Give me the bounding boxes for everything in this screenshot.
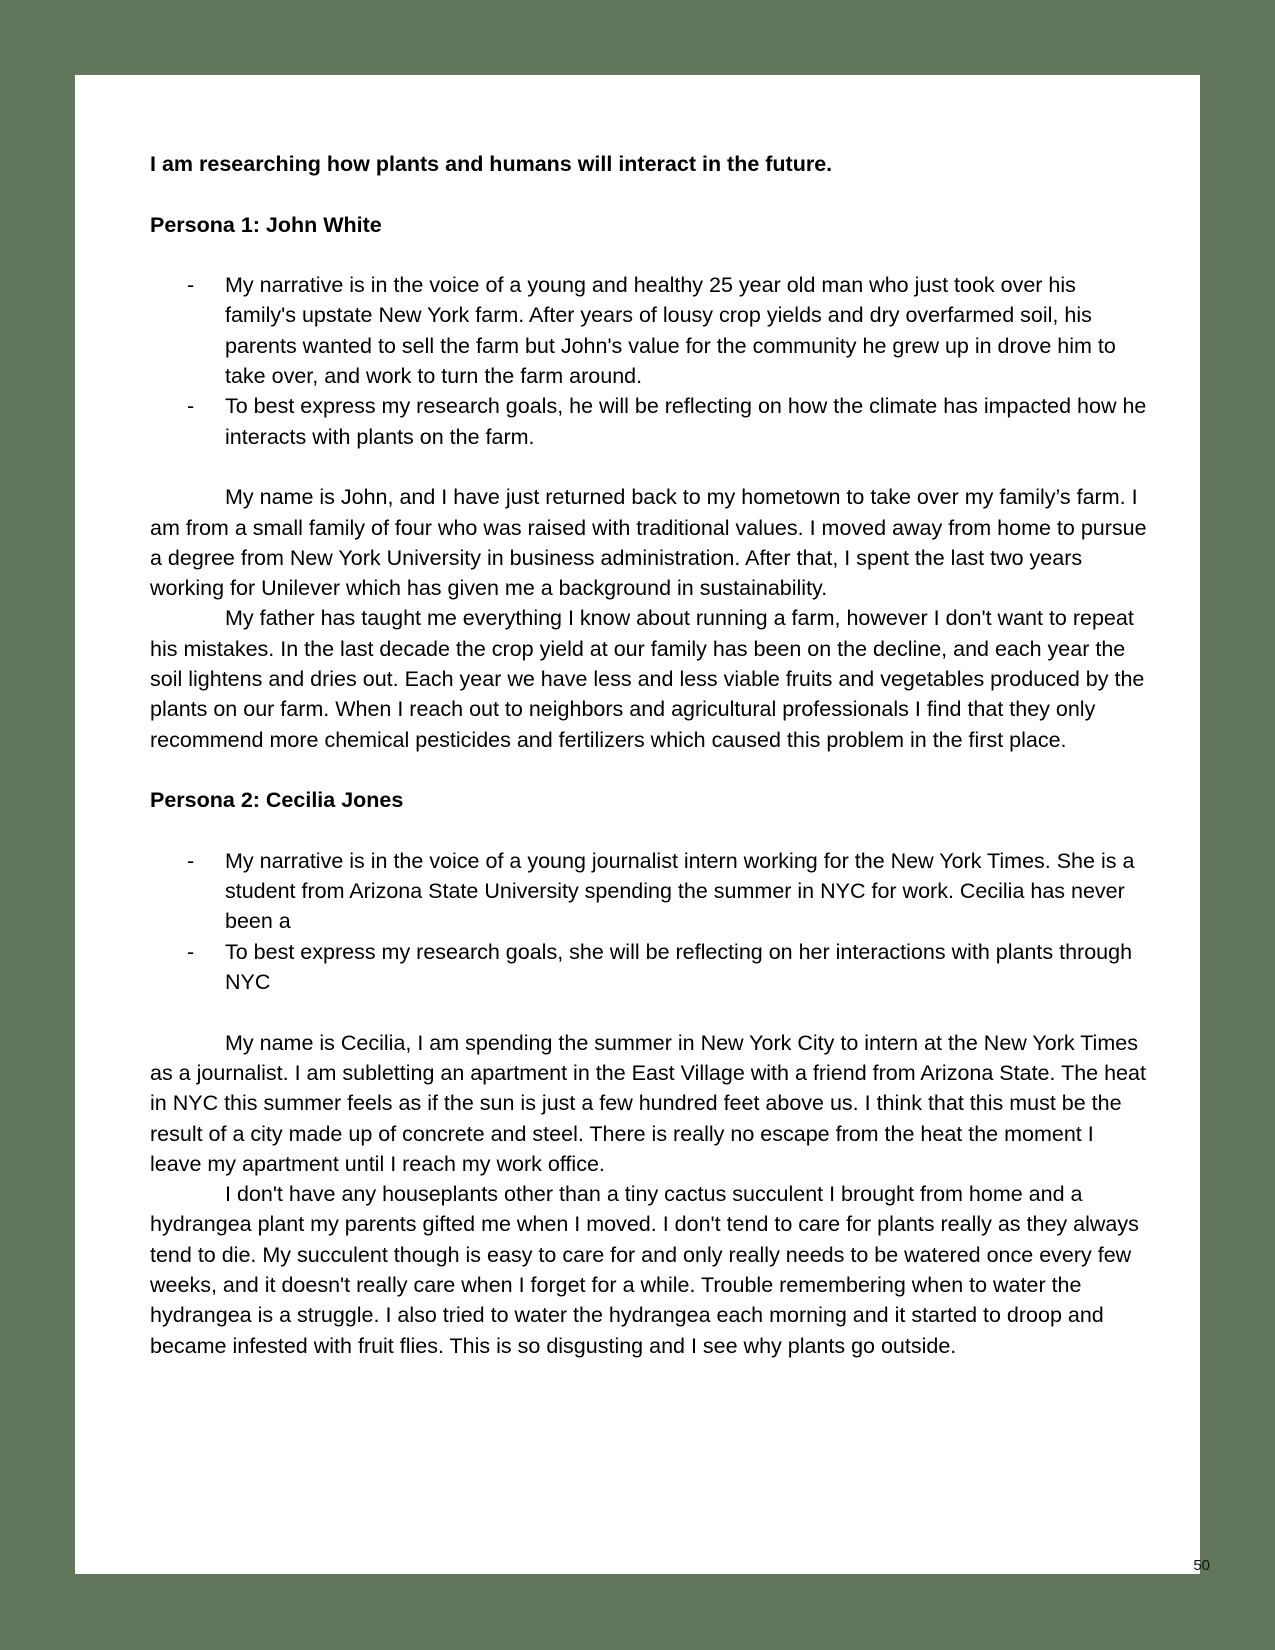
spacer xyxy=(150,240,1150,270)
bullet-text: My narrative is in the voice of a young and healthy 25 year old man who just took over his family's upstate New York farm. After years of lousy crop yields and dry overfarmed soil, his parents wanted to sell the farm but John's value for the community he grew up in drove him to take over, and work to turn the farm around. xyxy=(225,273,1116,389)
research-heading: I am researching how plants and humans will interact in the future. xyxy=(150,152,833,176)
bullet-text: My narrative is in the voice of a young journalist intern working for the New York Times. She is a student from Arizona State University spending the summer in NYC for work. Cecilia has never been a xyxy=(225,848,1135,934)
bullet-item xyxy=(150,937,1150,998)
persona-1-bullets xyxy=(150,270,1150,452)
spacer xyxy=(150,179,1150,209)
bullet-item xyxy=(150,846,1150,937)
persona-2-bullets xyxy=(150,846,1150,997)
spacer xyxy=(150,997,1150,1027)
persona-1-title: Persona 1: John White xyxy=(150,212,382,237)
persona-2-paragraph: My name is Cecilia, I am spending the summer in New York City to intern at the New York Times as a journalist. I am subletting an apartment in the East Village with a friend from Arizona State. The heat in NYC this summer feels as if the sun is just a few hundred feet above us. I think that this must be the result of a city made up of concrete and steel. There is really no escape from the heat the moment I leave my apartment until I reach my work office. xyxy=(150,1030,1146,1176)
persona-1-paragraph: My name is John, and I have just returned back to my hometown to take over my family’s farm. I am from a small family of four who was raised with traditional values. I moved away from home to pursue a degree from New York University in business administration. After that, I spent the last two years working for Unilever which has given me a background in sustainability. xyxy=(150,485,1147,601)
page-content xyxy=(150,149,1150,1361)
persona-2-title: Persona 2: Cecilia Jones xyxy=(150,788,404,813)
document-page xyxy=(75,75,1200,1574)
spacer xyxy=(150,755,1150,785)
spacer xyxy=(150,816,1150,846)
persona-2-paragraph: I don't have any houseplants other than a tiny cactus succulent I brought from home and a hydrangea plant my parents gifted me when I moved. I don't tend to care for plants really as they always tend to die. My succulent though is easy to care for and only really needs to be watered once every few weeks, and it doesn't really care when I forget for a while. Trouble remembering when to water the hydrangea is a struggle. I also tried to water the hydrangea each morning and it started to droop and became infested with fruit flies. This is so disgusting and I see why plants go outside. xyxy=(150,1182,1139,1358)
page-number: 50 xyxy=(1193,1557,1210,1574)
bullet-text: To best express my research goals, she will be reflecting on her interactions with plants through NYC xyxy=(225,939,1133,995)
spacer xyxy=(150,452,1150,482)
persona-1-paragraph: My father has taught me everything I know about running a farm, however I don't want to repeat his mistakes. In the last decade the crop yield at our family has been on the decline, and each year the soil lightens and dries out. Each year we have less and less viable fruits and vegetables produced by the plants on our farm. When I reach out to neighbors and agricultural professionals I find that they only recommend more chemical pesticides and fertilizers which caused this problem in the first place. xyxy=(150,606,1145,752)
bullet-dash: - xyxy=(187,394,195,419)
bullet-text: To best express my research goals, he will be reflecting on how the climate has impacted how he interacts with plants on the farm. xyxy=(225,394,1147,449)
bullet-dash: - xyxy=(187,939,195,964)
bullet-dash: - xyxy=(187,273,195,298)
bullet-dash: - xyxy=(187,848,195,873)
bullet-item xyxy=(150,391,1150,452)
bullet-item xyxy=(150,270,1150,391)
